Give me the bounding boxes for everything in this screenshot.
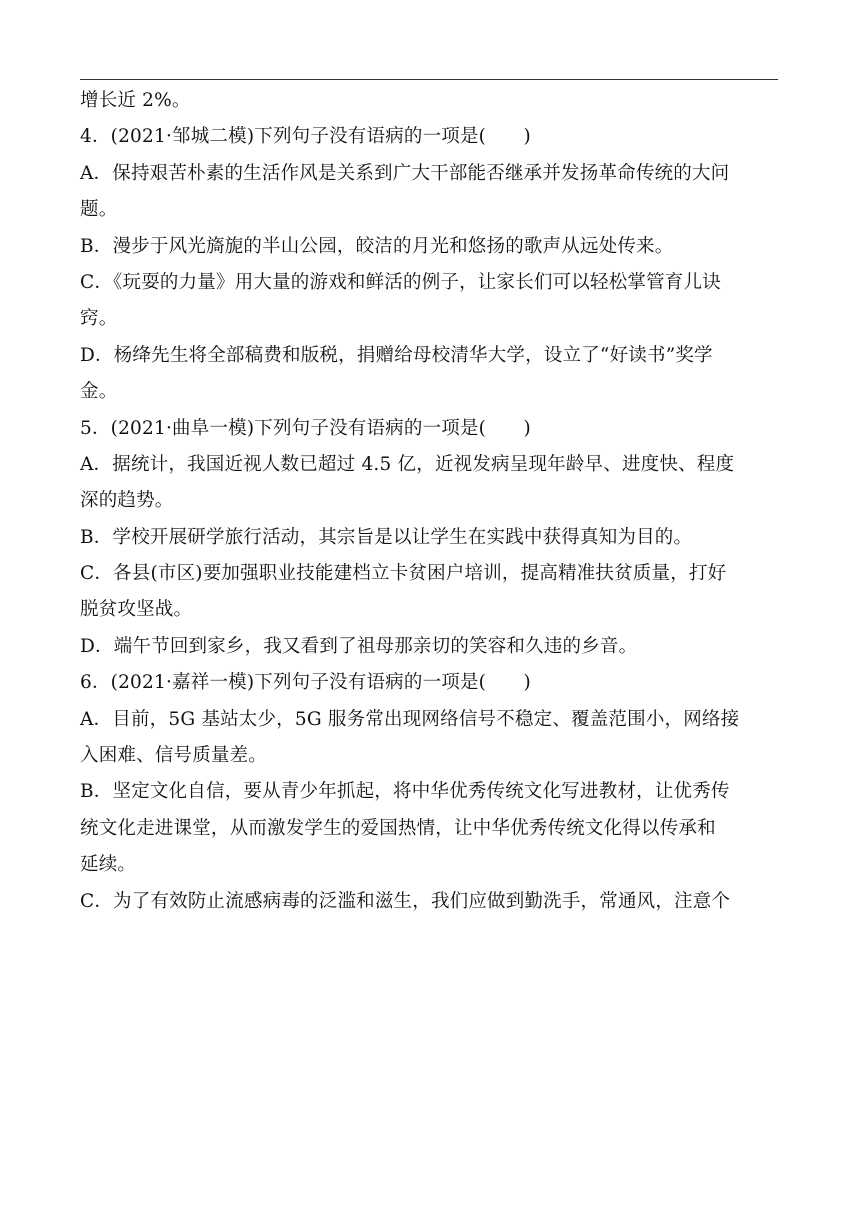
document-body	[80, 83, 780, 920]
text-line: 入困难、信号质量差。	[80, 745, 268, 767]
question-6-option-a: A．目前，5G 基站太少，5G 服务常出现网络信号不稳定、覆盖范围小，网络接	[80, 708, 740, 730]
question-5-option-b: B．学校开展研学旅行活动，其宗旨是以让学生在实践中获得真知为目的。	[80, 526, 693, 548]
question-5-stem: 5．(2021·曲阜一模)下列句子没有语病的一项是( )	[80, 417, 531, 439]
question-5-option-c: C．各县(市区)要加强职业技能建档立卡贫困户培训，提高精准扶贫质量，打好	[80, 563, 727, 585]
question-4-stem: 4．(2021·邹城二模)下列句子没有语病的一项是( )	[80, 126, 531, 148]
question-5-option-d: D．端午节回到家乡，我又看到了祖母那亲切的笑容和久违的乡音。	[80, 635, 638, 657]
text-line: 深的趋势。	[80, 490, 174, 512]
question-4-option-c: C．《玩耍的力量》用大量的游戏和鲜活的例子，让家长们可以轻松掌管育儿诀	[80, 271, 721, 293]
text-line: 增长近 2%。	[80, 90, 191, 111]
question-6-option-c: C．为了有效防止流感病毒的泛滥和滋生，我们应做到勤洗手，常通风，注意个	[80, 890, 731, 912]
text-line: 窍。	[80, 308, 118, 330]
question-4-option-b: B．漫步于风光旖旎的半山公园，皎洁的月光和悠扬的歌声从远处传来。	[80, 235, 674, 257]
question-6-stem: 6．(2021·嘉祥一模)下列句子没有语病的一项是( )	[80, 672, 531, 694]
text-line: 金。	[80, 381, 118, 403]
text-line: 延续。	[80, 854, 137, 876]
question-6-option-b: B．坚定文化自信，要从青少年抓起，将中华优秀传统文化写进教材，让优秀传	[80, 781, 730, 803]
question-5-option-a: A．据统计，我国近视人数已超过 4.5 亿，近视发病呈现年龄早、进度快、程度	[80, 453, 735, 475]
question-4-option-a: A．保持艰苦朴素的生活作风是关系到广大干部能否继承并发扬革命传统的大问	[80, 162, 730, 184]
text-line: 题。	[80, 199, 118, 221]
text-line: 脱贫攻坚战。	[80, 599, 193, 621]
header-rule	[80, 79, 778, 80]
question-4-option-d: D．杨绛先生将全部稿费和版税，捐赠给母校清华大学，设立了“好读书”奖学	[80, 344, 713, 366]
text-line: 统文化走进课堂，从而激发学生的爱国热情，让中华优秀传统文化得以传承和	[80, 817, 716, 839]
